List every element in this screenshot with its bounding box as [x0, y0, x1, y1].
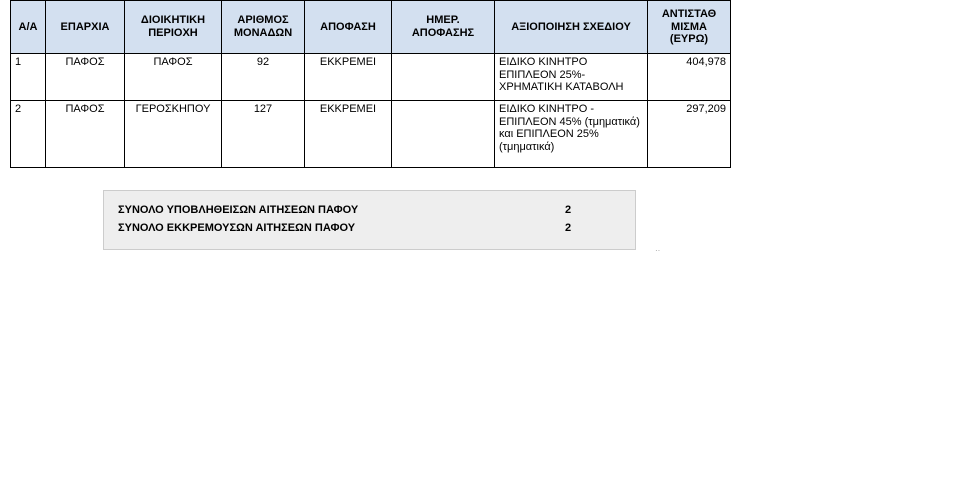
column-header-aa	[11, 1, 46, 54]
column-header-apofasi-label: ΑΠΟΦΑΣΗ	[320, 20, 376, 33]
column-header-imer-line1: ΗΜΕΡ.	[426, 14, 460, 27]
column-header-imer-apofasis	[392, 1, 495, 54]
column-header-arithmos-monadon	[222, 1, 305, 54]
summary-label-submitted: ΣΥΝΟΛΟ ΥΠΟΒΛΗΘΕΙΣΩΝ ΑΙΤΗΣΕΩΝ ΠΑΦΟΥ	[118, 204, 359, 216]
cell-arithmos-monadon: 92	[222, 54, 305, 101]
cell-imer-apofasis	[392, 54, 495, 101]
column-header-aa-label: Α/Α	[18, 20, 38, 33]
cell-apofasi: ΕΚΚΡΕΜΕΙ	[305, 54, 392, 101]
cell-imer-apofasis	[392, 101, 495, 168]
column-header-arithmos-line1: ΑΡΙΘΜΟΣ	[237, 14, 289, 27]
cell-antistathmisma: 297,209	[648, 101, 731, 168]
stray-mark: ··	[655, 246, 661, 255]
column-header-imer-line2: ΑΠΟΦΑΣΗΣ	[411, 27, 475, 39]
table-row	[11, 54, 731, 101]
summary-row-submitted	[118, 201, 621, 219]
cell-antistathmisma: 404,978	[648, 54, 731, 101]
cell-aa: 1	[11, 54, 46, 101]
table-body	[11, 54, 731, 168]
column-header-arithmos-line2: ΜΟΝΑΔΩΝ	[233, 27, 293, 39]
cell-aa: 2	[11, 101, 46, 168]
table-row	[11, 101, 731, 168]
column-header-apofasi	[305, 1, 392, 54]
applications-table	[10, 0, 731, 168]
column-header-eparchia	[46, 1, 125, 54]
summary-row-pending	[118, 219, 621, 237]
column-header-dioikitiki-line2: ΠΕΡΙΟΧΗ	[148, 27, 198, 39]
cell-eparchia: ΠΑΦΟΣ	[46, 101, 125, 168]
column-header-antistathmisma	[648, 1, 731, 54]
table-header	[11, 1, 731, 54]
summary-value-submitted: 2	[564, 204, 572, 216]
summary-value-pending: 2	[564, 222, 572, 234]
column-header-dioikitiki-line1: ΔΙΟΙΚΗΤΙΚΗ	[140, 14, 206, 27]
cell-dioikitiki-perioxi: ΓΕΡΟΣΚΗΠΟΥ	[125, 101, 222, 168]
column-header-antistathmisma-line1: ΑΝΤΙΣΤΑΘ	[661, 8, 717, 21]
column-header-axiopoiisi-label: ΑΞΙΟΠΟΙΗΣΗ ΣΧΕΔΙΟΥ	[511, 20, 631, 33]
column-header-antistathmisma-line3: (ΕΥΡΩ)	[669, 33, 709, 46]
column-header-axiopoiisi-sxediou	[495, 1, 648, 54]
summary-label-pending: ΣΥΝΟΛΟ ΕΚΚΡΕΜΟΥΣΩΝ ΑΙΤΗΣΕΩΝ ΠΑΦΟΥ	[118, 222, 356, 234]
cell-arithmos-monadon: 127	[222, 101, 305, 168]
column-header-antistathmisma-line2: ΜΙΣΜΑ	[671, 20, 707, 33]
cell-apofasi: ΕΚΚΡΕΜΕΙ	[305, 101, 392, 168]
table-header-row	[11, 1, 731, 54]
cell-axiopoiisi-sxediou: ΕΙΔΙΚΟ ΚΙΝΗΤΡΟ - ΕΠΙΠΛΕΟΝ 45% (τμηματικά) και ΕΠΙΠΛΕΟΝ 25% (τμηματικά)	[495, 101, 648, 168]
summary-box	[103, 190, 636, 250]
cell-axiopoiisi-sxediou: ΕΙΔΙΚΟ ΚΙΝΗΤΡΟ ΕΠΙΠΛΕΟΝ 25%- ΧΡΗΜΑΤΙΚΗ ΚΑΤΑΒΟΛΗ	[495, 54, 648, 101]
column-header-eparchia-label: ΕΠΑΡΧΙΑ	[60, 20, 110, 33]
cell-dioikitiki-perioxi: ΠΑΦΟΣ	[125, 54, 222, 101]
column-header-dioikitiki-perioxi	[125, 1, 222, 54]
cell-eparchia: ΠΑΦΟΣ	[46, 54, 125, 101]
